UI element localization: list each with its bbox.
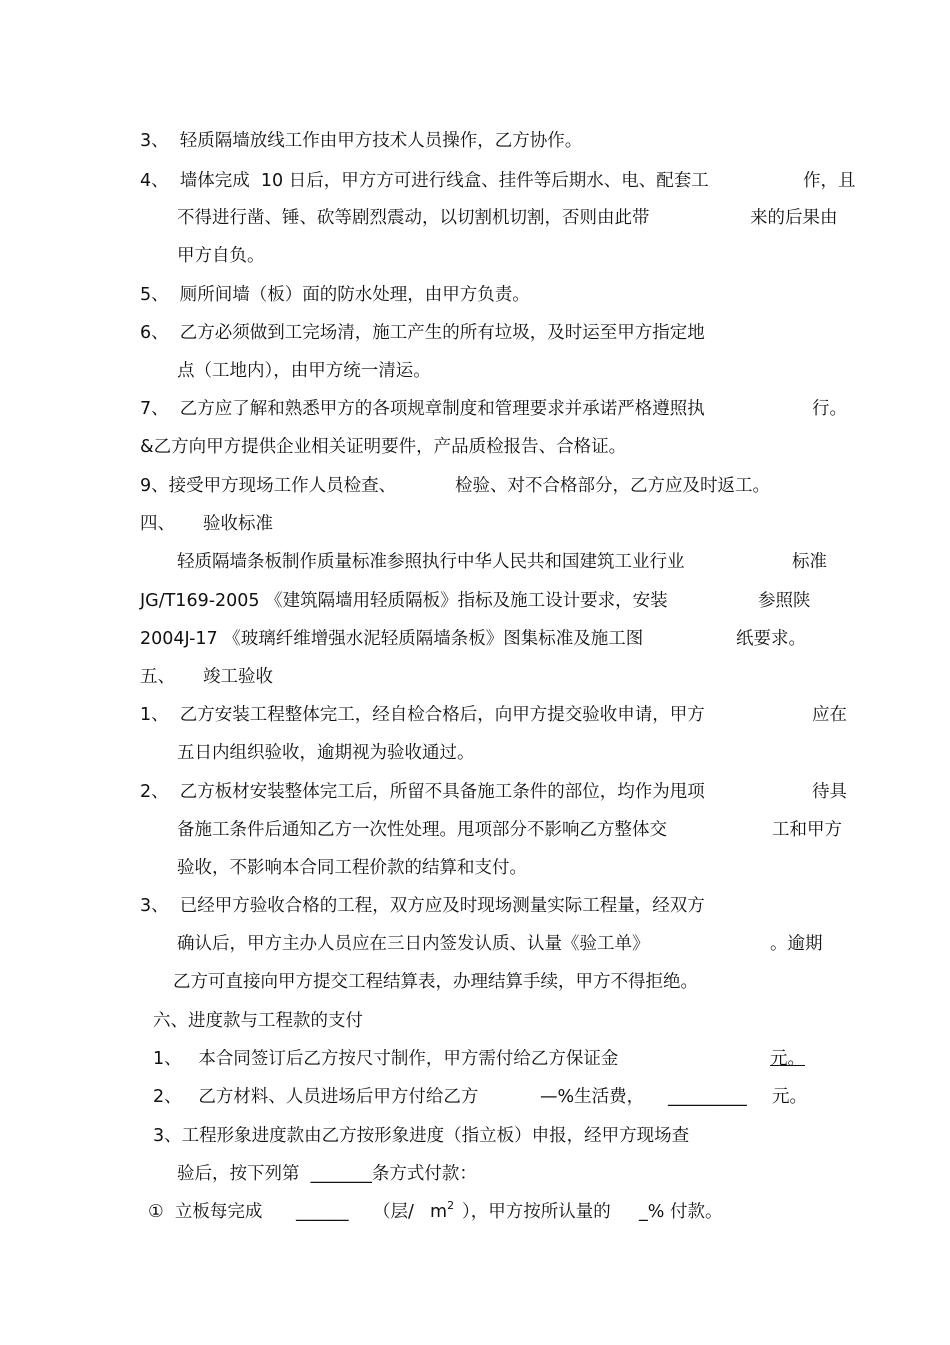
text-line-7-part-1: 点（工地内），由甲方统一清运。 (177, 361, 431, 381)
text-line-25-part-1: 1、 本合同签订后乙方按尺寸制作，甲方需付给乙方保证金 (153, 1049, 619, 1069)
text-line-25-part-2: 元。 (770, 1049, 805, 1069)
text-line-20-part-1: 验收，不影响本合同工程价款的结算和支付。 (177, 858, 527, 878)
text-line-16-part-1: 1、 乙方安装工程整体完工，经自检合格后，向甲方提交验收申请，甲方 (140, 705, 705, 725)
text-line-22-part-2: 。逾期 (770, 934, 823, 954)
text-line-6-part-1: 6、 乙方必须做到工完场清，施工产生的所有垃圾，及时运至甲方指定地 (140, 323, 705, 343)
text-line-27-part-1: 3、工程形象进度款由乙方按形象进度（指立板）申报，经甲方现场查 (153, 1126, 690, 1146)
text-line-22-part-1: 确认后，甲方主办人员应在三日内签发认质、认量《验工单》 (177, 934, 650, 954)
text-line-29-part-1: ① 立板每完成 (148, 1202, 263, 1222)
text-line-9-part-1: &乙方向甲方提供企业相关证明要件，产品质检报告、合格证。 (140, 437, 627, 457)
text-line-12-part-2: 标准 (792, 552, 827, 572)
text-line-26-part-2: —%生活费， (540, 1087, 645, 1107)
text-line-29-part-2: ______ (296, 1202, 349, 1222)
text-line-10-part-2: 检验、对不合格部分，乙方应及时返工。 (455, 476, 770, 496)
text-line-29-part-5: ），甲方按所认量的 (462, 1202, 611, 1222)
text-line-2-part-2: 作，且 (803, 171, 856, 191)
text-line-19-part-2: 工和甲方 (772, 820, 842, 840)
text-line-2-part-1: 4、 墙体完成 10 日后，甲方方可进行线盒、挂件等后期水、电、配套工 (140, 171, 709, 191)
text-line-29-part-6: _% 付款。 (639, 1202, 723, 1222)
text-line-26-part-1: 2、 乙方材料、人员进场后甲方付给乙方 (153, 1087, 479, 1107)
text-line-8-part-2: 行。 (812, 399, 847, 419)
text-line-18-part-1: 2、 乙方板材安装整体完工后，所留不具备施工条件的部位，均作为甩项 (140, 782, 705, 802)
text-line-10-part-1: 9、接受甲方现场工作人员检查、 (140, 476, 397, 496)
text-line-21-part-1: 3、 已经甲方验收合格的工程，双方应及时现场测量实际工程量，经双方 (140, 896, 705, 916)
text-line-13-part-2: 参照陕 (758, 591, 811, 611)
text-line-15-part-2: 竣工验收 (203, 667, 273, 687)
text-line-11-part-2: 验收标准 (203, 514, 273, 534)
text-line-15-part-1: 五、 (140, 667, 175, 687)
text-line-5-part-1: 5、 厕所间墙（板）面的防水处理，由甲方负责。 (140, 285, 530, 305)
text-line-14-part-1: 2004J-17 《玻璃纤维增强水泥轻质隔墙条板》图集标准及施工图 (140, 629, 644, 649)
text-line-16-part-2: 应在 (812, 705, 847, 725)
superscript: 2 (447, 1199, 455, 1212)
text-line-1-part-1: 3、 轻质隔墙放线工作由甲方技术人员操作，乙方协作。 (140, 131, 583, 151)
text-line-14-part-2: 纸要求。 (736, 629, 806, 649)
text-line-13-part-1: JG/T169-2005 《建筑隔墙用轻质隔板》指标及施工设计要求，安装 (140, 591, 668, 611)
text-line-17-part-1: 五日内组织验收，逾期视为验收通过。 (177, 743, 475, 763)
text-line-29-part-3: （层/ (373, 1202, 414, 1222)
text-line-18-part-2: 待具 (812, 782, 847, 802)
text-line-8-part-1: 7、 乙方应了解和熟悉甲方的各项规章制度和管理要求并承诺严格遵照执 (140, 399, 705, 419)
text-line-26-part-3: _________ (668, 1087, 747, 1107)
text-line-29-part-4: $m^2$ (430, 1199, 455, 1222)
text-line-23-part-1: 乙方可直接向甲方提交工程结算表，办理结算手续，甲方不得拒绝。 (173, 972, 698, 992)
text-line-12-part-1: 轻质隔墙条板制作质量标准参照执行中华人民共和国建筑工业行业 (177, 552, 685, 572)
text-line-28-part-1: 验后，按下列第 _______条方式付款： (177, 1164, 477, 1184)
text-line-11-part-1: 四、 (140, 514, 175, 534)
text-line-3-part-2: 来的后果由 (750, 208, 838, 228)
text-line-26-part-4: 元。 (772, 1087, 807, 1107)
text-line-24-part-1: 六、进度款与工程款的支付 (153, 1011, 363, 1031)
text-line-4-part-1: 甲方自负。 (177, 246, 265, 266)
text-line-19-part-1: 备施工条件后通知乙方一次性处理。甩项部分不影响乙方整体交 (177, 820, 667, 840)
text-line-3-part-1: 不得进行凿、锤、砍等剧烈震动，以切割机切割，否则由此带 (177, 208, 650, 228)
